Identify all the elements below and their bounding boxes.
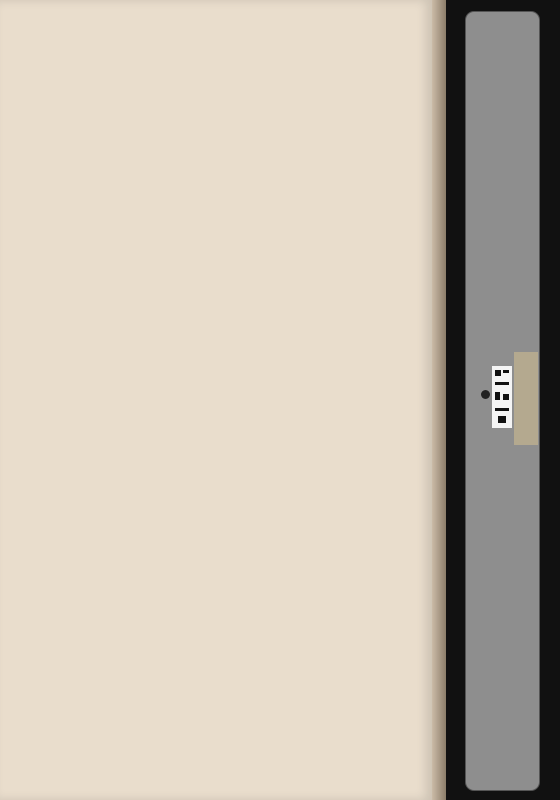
golden-thread-strip	[514, 352, 538, 445]
target-code	[492, 366, 512, 428]
page-gutter	[432, 0, 446, 800]
card-signature	[470, 14, 536, 42]
card-punch-hole	[481, 390, 490, 399]
